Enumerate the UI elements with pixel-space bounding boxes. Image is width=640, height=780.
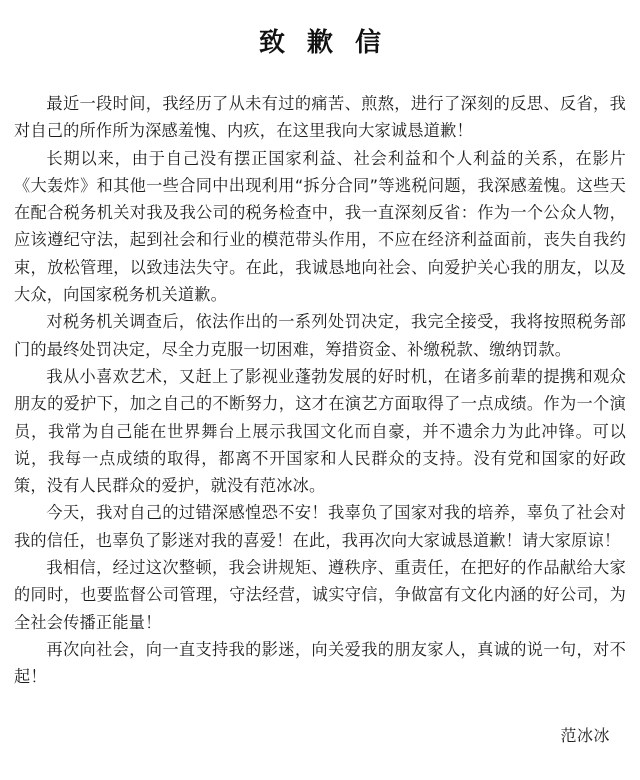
letter-title: 致歉信 xyxy=(258,28,403,58)
paragraph: 我从小喜欢艺术，又赶上了影视业蓬勃发展的好时机，在诸多前辈的提携和观众朋友的爱护下，加之自己的不断努力，这才在演艺方面取得了一点成绩。作为一个演员，我常为自己能在世界舞台上展示我国文化而自豪，并不遗余力为此冲锋。可以说，我每一点成绩的取得，都离不开国家和人民群众的支持。没有党和国家的好政策，没有人民群众的爱护，就没有范冰冰。 xyxy=(14,366,626,496)
signature: 范冰冰 xyxy=(560,726,610,745)
paragraph: 再次向社会，向一直支持我的影迷，向关爱我的朋友家人，真诚的说一句，对不起！ xyxy=(14,639,626,687)
paragraph: 长期以来，由于自己没有摆正国家利益、社会利益和个人利益的关系，在影片《大轰炸》和其他一些合同中出现利用“拆分合同”等逃税问题，我深感羞愧。这些天在配合税务机关对我及我公司的税务检查中，我一直深刻反省：作为一个公众人物，应该遵纪守法，起到社会和行业的模范带头作用，不应在经济利益面前，丧失自我约束，放松管理，以致违法失守。在此，我诚恳地向社会、向爱护关心我的朋友，以及大众，向国家税务机关道歉。 xyxy=(14,148,626,305)
letter-body xyxy=(14,90,626,691)
paragraph: 今天，我对自己的过错深感惶恐不安！我辜负了国家对我的培养，辜负了社会对我的信任，也辜负了影迷对我的喜爱！在此，我再次向大家诚恳道歉！请大家原谅！ xyxy=(14,503,626,550)
paragraph: 我相信，经过这次整顿，我会讲规矩、遵秩序、重责任，在把好的作品献给大家的同时，也要监督公司管理，守法经营，诚实守信，争做富有文化内涵的好公司，为全社会传播正能量！ xyxy=(14,558,626,632)
paragraph: 最近一段时间，我经历了从未有过的痛苦、煎熬，进行了深刻的反思、反省，我对自己的所作所为深感羞愧、内疚，在这里我向大家诚恳道歉！ xyxy=(14,94,626,141)
paragraph: 对税务机关调查后，依法作出的一系列处罚决定，我完全接受，我将按照税务部门的最终处罚决定，尽全力克服一切困难，筹措资金、补缴税款、缴纳罚款。 xyxy=(14,312,626,359)
